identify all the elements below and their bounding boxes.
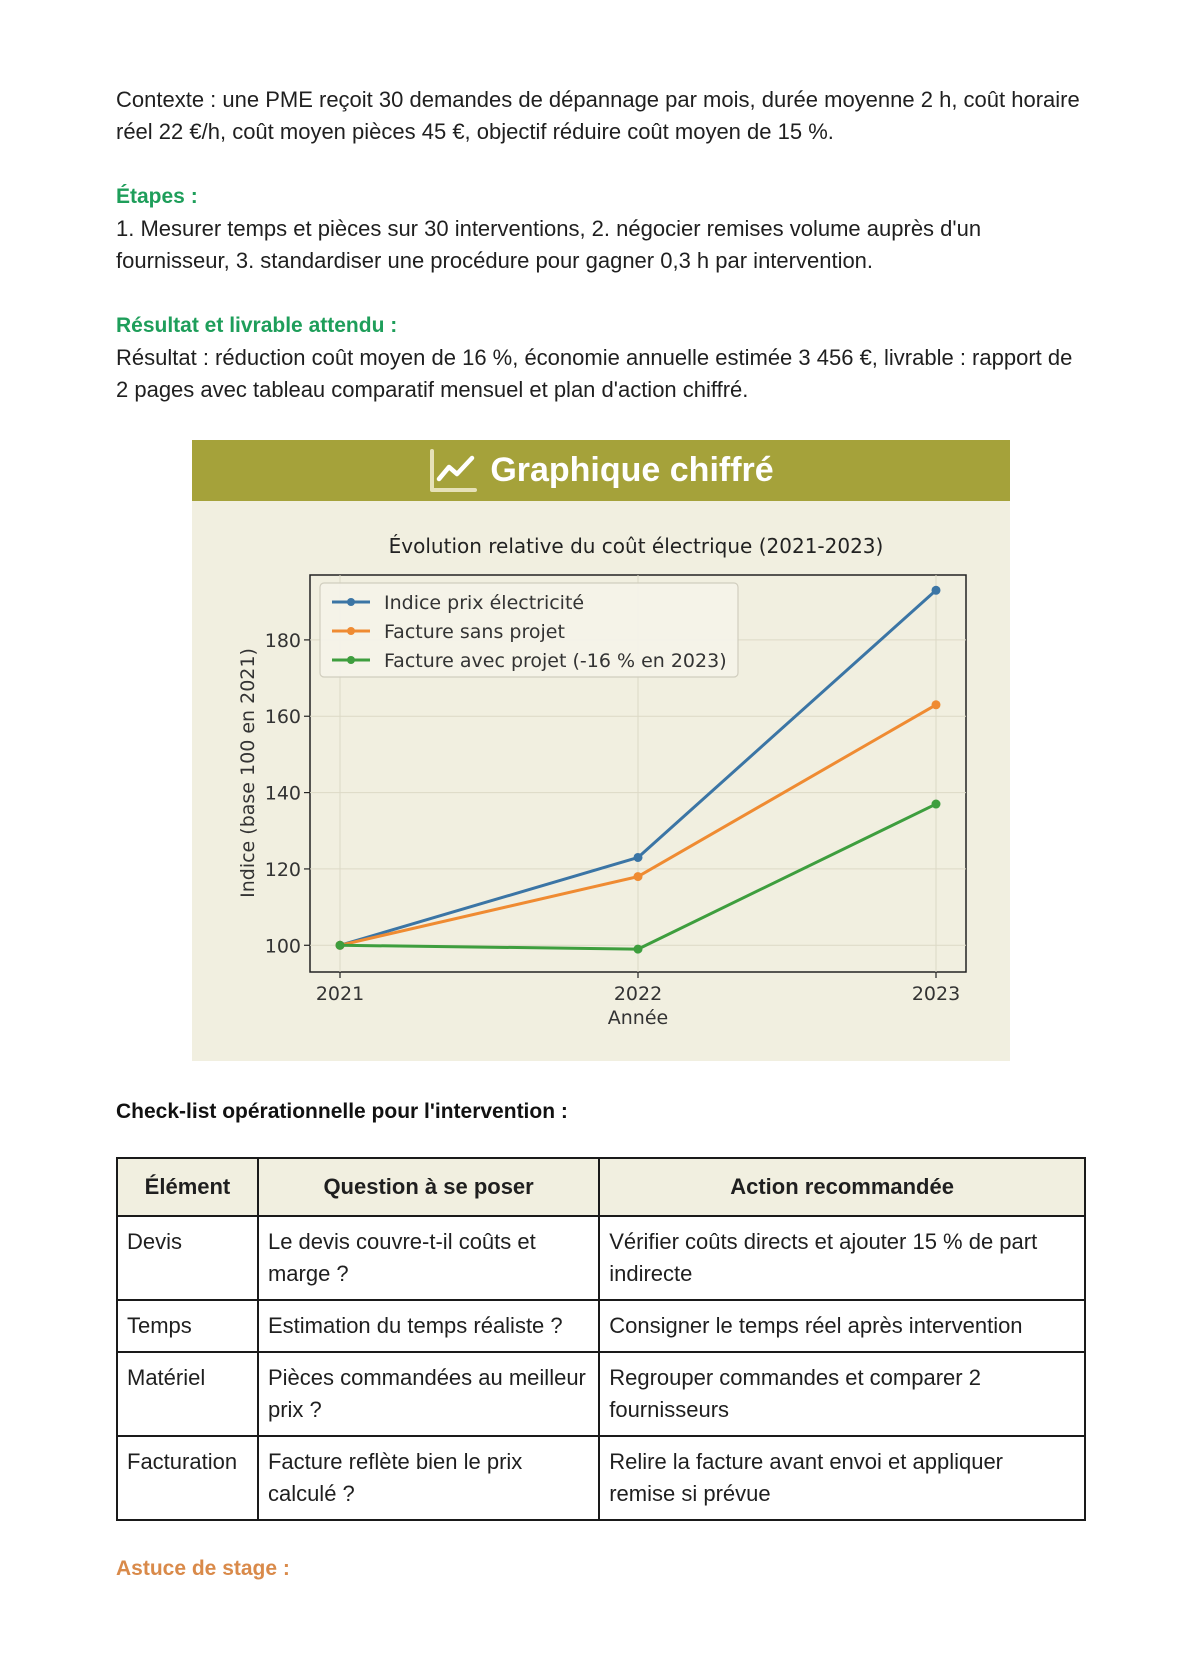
table-cell: Consigner le temps réel après intervention (599, 1300, 1085, 1352)
table-cell: Temps (117, 1300, 258, 1352)
data-point (634, 945, 643, 954)
y-tick-label: 160 (264, 706, 301, 729)
table-header-row (117, 1158, 1085, 1216)
table-cell: Relire la facture avant envoi et appliquer remise si prévue (599, 1436, 1085, 1520)
y-tick-label: 120 (264, 858, 301, 881)
data-point (634, 853, 643, 862)
x-tick-label: 2023 (911, 983, 961, 1005)
table-row (117, 1216, 1085, 1300)
x-tick-label: 2022 (613, 983, 663, 1005)
column-header: Question à se poser (258, 1158, 599, 1216)
legend-marker (347, 656, 355, 664)
legend (320, 583, 738, 677)
line-chart-icon (428, 448, 478, 494)
resultat-text: Résultat : réduction coût moyen de 16 %, économie annuelle estimée 3 456 €, livrable : rapport de 2 pages avec tableau comparatif mensuel et plan d'action chiffré. (116, 345, 1073, 402)
table-cell: Facture reflète bien le prix calculé ? (258, 1436, 599, 1520)
table-cell: Pièces commandées au meilleur prix ? (258, 1352, 599, 1436)
chart-title: Évolution relative du coût électrique (2021-2023) (388, 534, 884, 558)
column-header: Élément (117, 1158, 258, 1216)
chart-banner (192, 440, 1010, 501)
table-row (117, 1300, 1085, 1352)
table-row (117, 1436, 1085, 1520)
chart-banner-title: Graphique chiffré (490, 451, 774, 489)
astuce-heading: Astuce de stage : (116, 1557, 290, 1580)
table-row (117, 1352, 1085, 1436)
resultat-heading: Résultat et livrable attendu : (116, 314, 398, 337)
data-point (336, 941, 345, 950)
data-point (932, 586, 941, 595)
y-tick-label: 100 (264, 935, 301, 958)
table-cell: Estimation du temps réaliste ? (258, 1300, 599, 1352)
y-tick-label: 180 (264, 629, 301, 652)
context-paragraph: Contexte : une PME reçoit 30 demandes de dépannage par mois, durée moyenne 2 h, coût horaire réel 22 €/h, coût moyen pièces 45 €, objectif réduire coût moyen de 15 %. (116, 87, 1080, 144)
table-cell: Matériel (117, 1352, 258, 1436)
x-tick-label: 2021 (315, 983, 365, 1005)
table-cell: Facturation (117, 1436, 258, 1520)
data-point (634, 872, 643, 881)
legend-marker (347, 598, 355, 606)
y-tick-label: 140 (264, 782, 301, 805)
legend-label: Indice prix électricité (384, 592, 585, 614)
data-point (932, 700, 941, 709)
table-cell: Devis (117, 1216, 258, 1300)
table-cell: Vérifier coûts directs et ajouter 15 % de part indirecte (599, 1216, 1085, 1300)
etapes-text: 1. Mesurer temps et pièces sur 30 interventions, 2. négocier remises volume auprès d'un fournisseur, 3. standardiser une procédure pour gagner 0,3 h par intervention. (116, 216, 982, 273)
legend-label: Facture sans projet (384, 621, 565, 643)
legend-marker (347, 627, 355, 635)
table-cell: Regrouper commandes et comparer 2 fournisseurs (599, 1352, 1085, 1436)
checklist-table (116, 1157, 1086, 1521)
data-point (932, 800, 941, 809)
chart-card (192, 440, 1010, 1061)
column-header: Action recommandée (599, 1158, 1085, 1216)
line-chart (192, 501, 1010, 1061)
legend-label: Facture avec projet (-16 % en 2023) (384, 650, 727, 672)
checklist-heading: Check-list opérationnelle pour l'intervention : (116, 1100, 568, 1123)
table-cell: Le devis couvre-t-il coûts et marge ? (258, 1216, 599, 1300)
etapes-heading: Étapes : (116, 185, 198, 208)
y-axis-label: Indice (base 100 en 2021) (237, 648, 259, 898)
x-axis-label: Année (607, 1007, 669, 1029)
